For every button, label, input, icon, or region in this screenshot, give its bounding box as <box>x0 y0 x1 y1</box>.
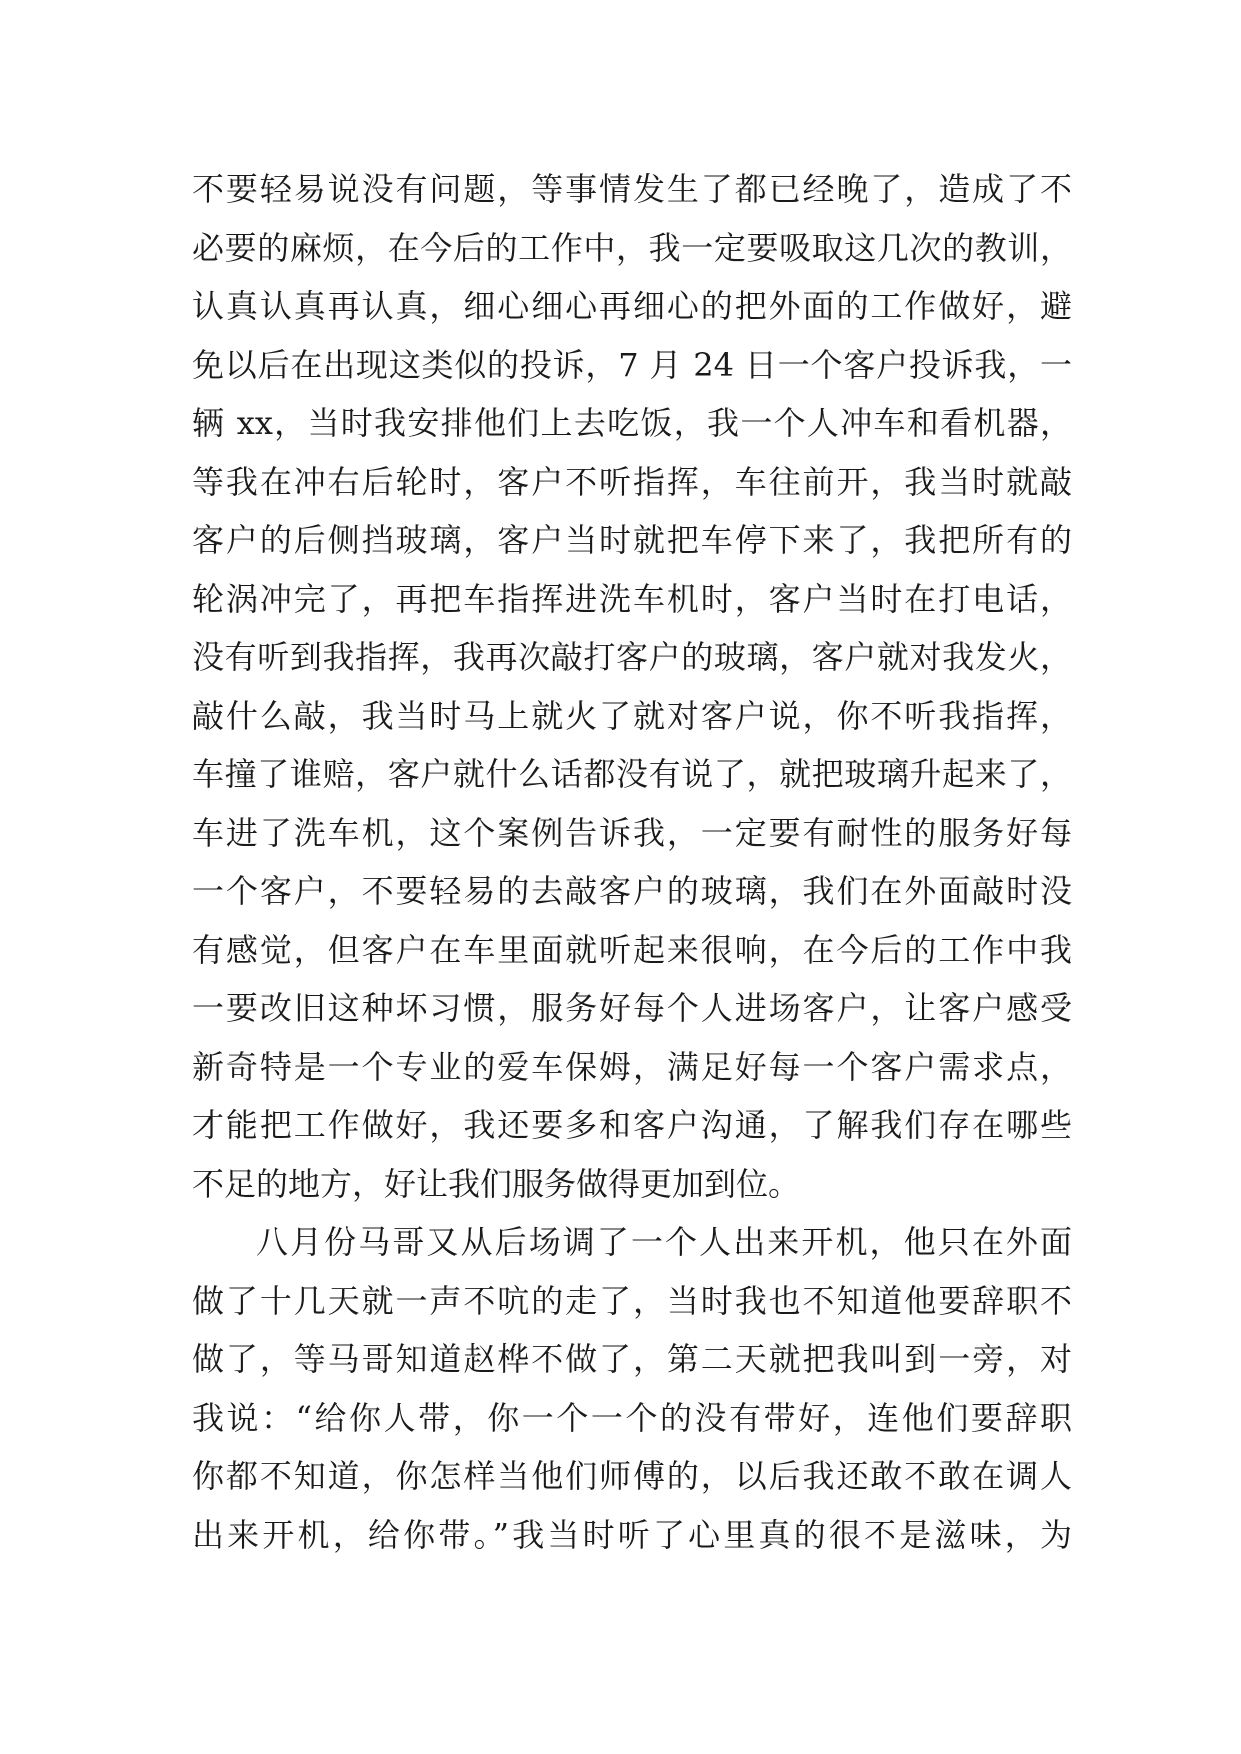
document-body <box>192 160 1072 1564</box>
text-line: 认真认真再认真，细心细心再细心的把外面的工作做好，避 <box>192 287 1072 325</box>
text-line: 等我在冲右后轮时，客户不听指挥，车往前开，我当时就敲 <box>192 462 1072 501</box>
text-line: 不要轻易说没有问题，等事情发生了都已经晚了，造成了不 <box>192 170 1072 208</box>
text-line: 不足的地方，好让我们服务做得更加到位。 <box>192 1164 801 1203</box>
text-line: 一要改旧这种坏习惯，服务好每个人进场客户，让客户感受 <box>192 989 1072 1027</box>
text-line: 车进了洗车机，这个案例告诉我，一定要有耐性的服务好每 <box>192 813 1072 852</box>
text-line: 出来开机，给你带。”我当时听了心里真的很不是滋味，为 <box>192 1515 1072 1554</box>
text-line: 新奇特是一个专业的爱车保姆，满足好每一个客户需求点， <box>192 1047 1072 1086</box>
text-line: 做了，等马哥知道赵桦不做了，第二天就把我叫到一旁，对 <box>192 1340 1072 1378</box>
text-line: 客户的后侧挡玻璃，客户当时就把车停下来了，我把所有的 <box>192 521 1072 559</box>
text-line: 才能把工作做好，我还要多和客户沟通，了解我们存在哪些 <box>192 1106 1072 1144</box>
paragraph-1 <box>192 160 1072 1213</box>
text-line: 车撞了谁赔，客户就什么话都没有说了，就把玻璃升起来了， <box>192 755 1072 793</box>
paragraph-2 <box>192 1213 1072 1564</box>
text-line: 我说：“给你人带，你一个一个的没有带好，连他们要辞职 <box>192 1398 1072 1437</box>
text-line: 一个客户，不要轻易的去敲客户的玻璃，我们在外面敲时没 <box>192 872 1072 910</box>
text-line: 你都不知道，你怎样当他们师傅的，以后我还敢不敢在调人 <box>192 1457 1072 1495</box>
text-line: 做了十几天就一声不吭的走了，当时我也不知道他要辞职不 <box>192 1281 1072 1320</box>
text-line: 有感觉，但客户在车里面就听起来很响，在今后的工作中我 <box>192 930 1072 969</box>
text-line: 敲什么敲，我当时马上就火了就对客户说，你不听我指挥， <box>192 696 1072 735</box>
text-line: 八月份马哥又从后场调了一个人出来开机，他只在外面 <box>256 1223 1072 1261</box>
text-line: 免以后在出现这类似的投诉，7 月 24 日一个客户投诉我，一 <box>192 345 1072 384</box>
text-line: 轮涡冲完了，再把车指挥进洗车机时，客户当时在打电话， <box>192 579 1072 618</box>
text-line: 没有听到我指挥，我再次敲打客户的玻璃，客户就对我发火， <box>192 638 1072 676</box>
text-line: 辆 xx，当时我安排他们上去吃饭，我一个人冲车和看机器， <box>192 404 1072 442</box>
text-line: 必要的麻烦，在今后的工作中，我一定要吸取这几次的教训， <box>192 228 1072 267</box>
